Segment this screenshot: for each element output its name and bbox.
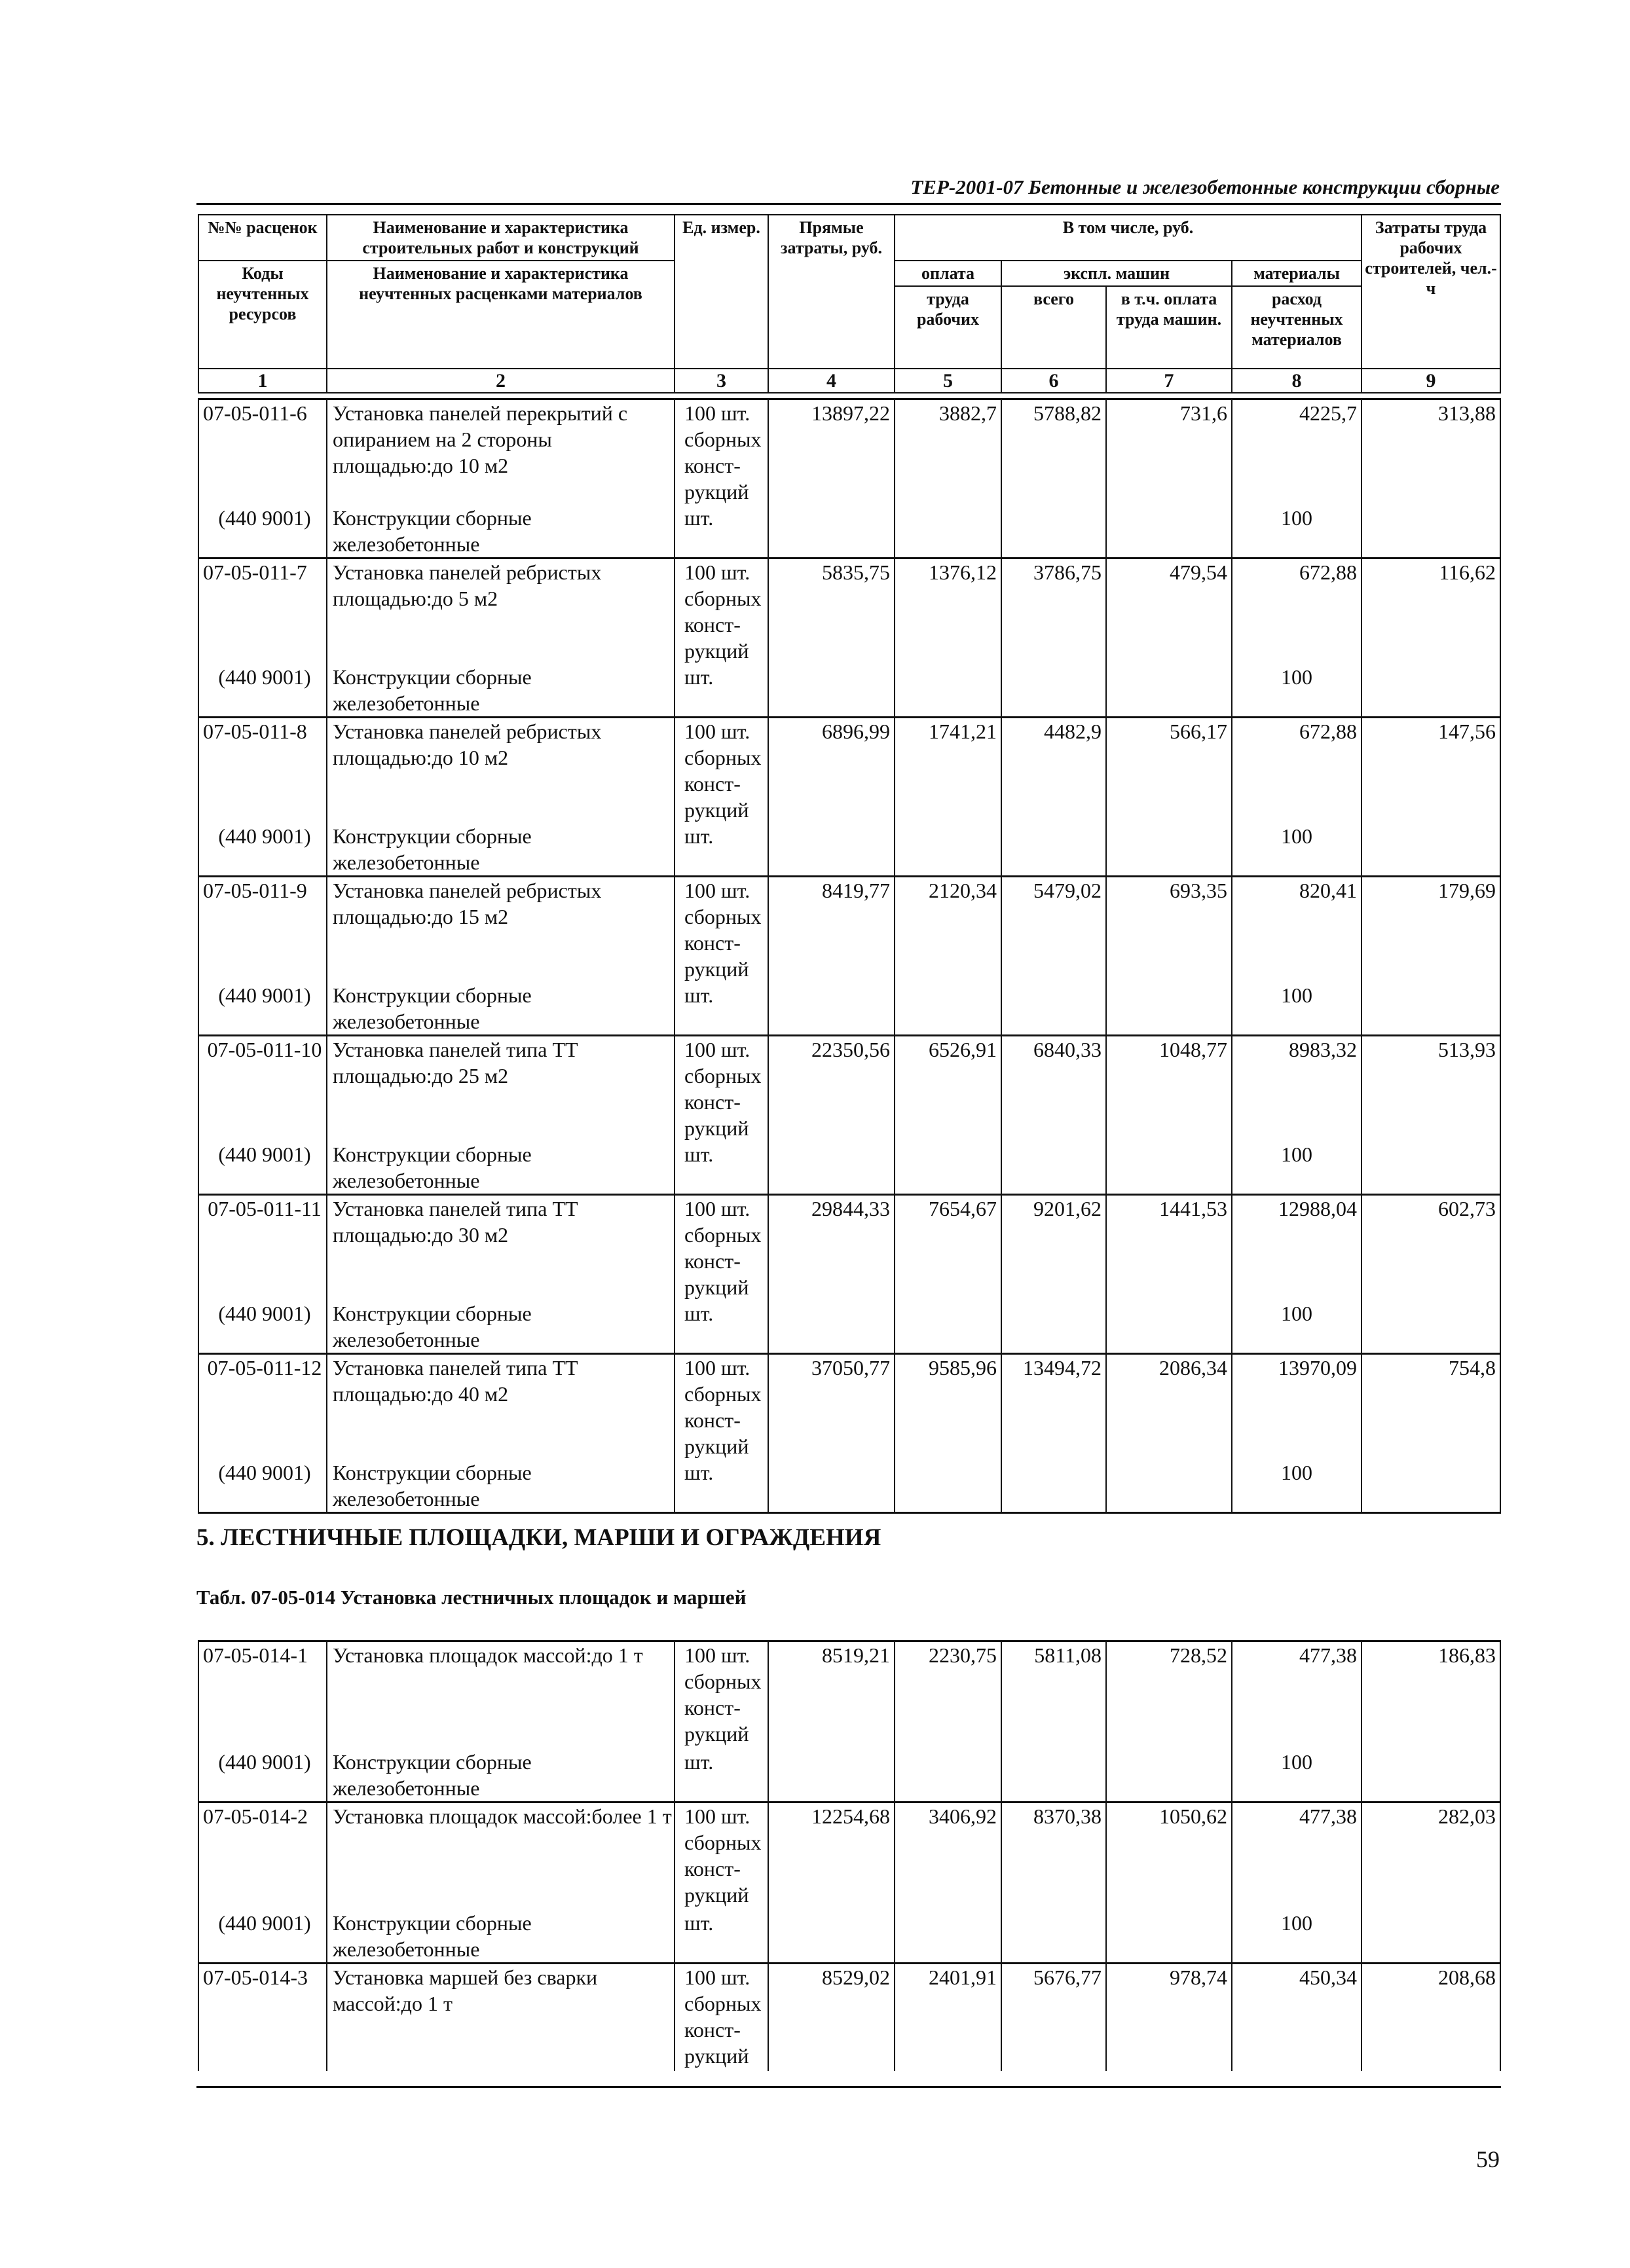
empty-cell <box>768 664 895 718</box>
header-col3: Ед. измер. <box>675 215 768 369</box>
rate-code: 07-05-011-9 <box>198 877 327 983</box>
direct-costs: 29844,33 <box>768 1195 895 1301</box>
resource-code: (440 9001) <box>198 664 327 718</box>
wages-cost: 3882,7 <box>895 399 1001 505</box>
empty-cell <box>895 1749 1001 1802</box>
resource-unit: шт. <box>675 664 768 718</box>
machines-cost: 13494,72 <box>1001 1354 1106 1460</box>
wages-cost: 9585,96 <box>895 1354 1001 1460</box>
empty-cell <box>1001 505 1106 558</box>
resource-name: Конструкции сборные железобетонные <box>327 1141 675 1195</box>
work-name: Установка панелей ребристых площадью:до 10 м2 <box>327 718 675 824</box>
work-name: Установка панелей типа ТТ площадью:до 30 м2 <box>327 1195 675 1301</box>
empty-cell <box>1106 1300 1232 1354</box>
empty-cell <box>1001 823 1106 877</box>
materials-cost: 477,38 <box>1232 1641 1361 1749</box>
header-table <box>198 214 1501 393</box>
empty-cell <box>1106 1749 1232 1802</box>
work-name: Установка панелей типа ТТ площадью:до 25 м2 <box>327 1036 675 1142</box>
rate-row <box>198 1195 1500 1301</box>
header-materials-sub: расход неучтенных материалов <box>1232 286 1361 369</box>
resource-name: Конструкции сборные железобетонные <box>327 1910 675 1964</box>
resource-quantity: 100 <box>1232 1300 1361 1354</box>
resource-code: (440 9001) <box>198 1141 327 1195</box>
empty-cell <box>1001 1141 1106 1195</box>
machines-cost: 3786,75 <box>1001 558 1106 665</box>
work-name: Установка маршей без сварки массой:до 1 т <box>327 1964 675 2071</box>
stairs-rates-table <box>198 1640 1501 2071</box>
column-number: 4 <box>768 369 895 393</box>
empty-cell <box>768 982 895 1036</box>
empty-cell <box>1001 1300 1106 1354</box>
rate-code: 07-05-011-12 <box>198 1354 327 1460</box>
empty-cell <box>1361 505 1500 558</box>
resource-quantity: 100 <box>1232 823 1361 877</box>
resource-unit: шт. <box>675 1749 768 1802</box>
resource-name: Конструкции сборные железобетонные <box>327 505 675 558</box>
header-col1-bottom: Коды неучтенных ресурсов <box>198 261 327 369</box>
machines-cost: 9201,62 <box>1001 1195 1106 1301</box>
resource-unit: шт. <box>675 1141 768 1195</box>
machine-operator-wages: 978,74 <box>1106 1964 1232 2071</box>
empty-cell <box>895 505 1001 558</box>
direct-costs: 8419,77 <box>768 877 895 983</box>
unit-of-measure: 100 шт. сборных конст-рукций <box>675 1802 768 1910</box>
materials-cost: 13970,09 <box>1232 1354 1361 1460</box>
rate-row <box>198 1802 1500 1910</box>
materials-cost: 450,34 <box>1232 1964 1361 2071</box>
machines-cost: 4482,9 <box>1001 718 1106 824</box>
empty-cell <box>1361 664 1500 718</box>
work-name: Установка панелей перекрытий с опиранием на 2 стороны площадью:до 10 м2 <box>327 399 675 505</box>
resource-quantity: 100 <box>1232 1141 1361 1195</box>
unit-of-measure: 100 шт. сборных конст-рукций <box>675 1354 768 1460</box>
resource-code: (440 9001) <box>198 1459 327 1513</box>
labor-costs: 313,88 <box>1361 399 1500 505</box>
empty-cell <box>1361 982 1500 1036</box>
resource-row <box>198 1141 1500 1195</box>
rate-row <box>198 1354 1500 1460</box>
labor-costs: 282,03 <box>1361 1802 1500 1910</box>
empty-cell <box>1106 982 1232 1036</box>
column-number: 8 <box>1232 369 1361 393</box>
resource-name: Конструкции сборные железобетонные <box>327 1300 675 1354</box>
rate-row <box>198 1036 1500 1142</box>
unit-of-measure: 100 шт. сборных конст-рукций <box>675 718 768 824</box>
column-number: 3 <box>675 369 768 393</box>
header-materials: материалы <box>1232 261 1361 286</box>
empty-cell <box>1106 823 1232 877</box>
resource-unit: шт. <box>675 1910 768 1964</box>
direct-costs: 6896,99 <box>768 718 895 824</box>
resource-quantity: 100 <box>1232 1749 1361 1802</box>
work-name: Установка площадок массой:до 1 т <box>327 1641 675 1749</box>
resource-row <box>198 823 1500 877</box>
materials-cost: 672,88 <box>1232 718 1361 824</box>
unit-of-measure: 100 шт. сборных конст-рукций <box>675 558 768 665</box>
header-col1-top: №№ расценок <box>198 215 327 261</box>
wages-cost: 2401,91 <box>895 1964 1001 2071</box>
unit-of-measure: 100 шт. сборных конст-рукций <box>675 1036 768 1142</box>
empty-cell <box>895 1910 1001 1964</box>
machine-operator-wages: 1048,77 <box>1106 1036 1232 1142</box>
empty-cell <box>1001 1459 1106 1513</box>
labor-costs: 754,8 <box>1361 1354 1500 1460</box>
materials-cost: 4225,7 <box>1232 399 1361 505</box>
unit-of-measure: 100 шт. сборных конст-рукций <box>675 1195 768 1301</box>
wages-cost: 6526,91 <box>895 1036 1001 1142</box>
machines-cost: 5479,02 <box>1001 877 1106 983</box>
machine-operator-wages: 1050,62 <box>1106 1802 1232 1910</box>
wages-cost: 1741,21 <box>895 718 1001 824</box>
rates-table <box>198 398 1501 1514</box>
resource-row <box>198 982 1500 1036</box>
table-caption: Табл. 07-05-014 Установка лестничных площадок и маршей <box>196 1586 747 1609</box>
empty-cell <box>895 1300 1001 1354</box>
empty-cell <box>895 1459 1001 1513</box>
direct-costs: 5835,75 <box>768 558 895 665</box>
resource-code: (440 9001) <box>198 505 327 558</box>
machines-cost: 5676,77 <box>1001 1964 1106 2071</box>
unit-of-measure: 100 шт. сборных конст-рукций <box>675 1964 768 2071</box>
machine-operator-wages: 1441,53 <box>1106 1195 1232 1301</box>
materials-cost: 477,38 <box>1232 1802 1361 1910</box>
machines-cost: 5811,08 <box>1001 1641 1106 1749</box>
empty-cell <box>1106 1459 1232 1513</box>
empty-cell <box>1361 1141 1500 1195</box>
empty-cell <box>1106 505 1232 558</box>
rate-code: 07-05-014-1 <box>198 1641 327 1749</box>
title-rule <box>196 203 1501 205</box>
unit-of-measure: 100 шт. сборных конст-рукций <box>675 1641 768 1749</box>
resource-name: Конструкции сборные железобетонные <box>327 823 675 877</box>
empty-cell <box>1361 823 1500 877</box>
machines-cost: 6840,33 <box>1001 1036 1106 1142</box>
direct-costs: 8529,02 <box>768 1964 895 2071</box>
resource-unit: шт. <box>675 823 768 877</box>
labor-costs: 186,83 <box>1361 1641 1500 1749</box>
header-machines-wages: в т.ч. оплата труда машин. <box>1106 286 1232 369</box>
empty-cell <box>768 1300 895 1354</box>
empty-cell <box>1001 1910 1106 1964</box>
resource-row <box>198 1300 1500 1354</box>
rate-code: 07-05-011-8 <box>198 718 327 824</box>
empty-cell <box>1361 1459 1500 1513</box>
empty-cell <box>768 1749 895 1802</box>
labor-costs: 147,56 <box>1361 718 1500 824</box>
resource-code: (440 9001) <box>198 1749 327 1802</box>
labor-costs: 602,73 <box>1361 1195 1500 1301</box>
rate-row <box>198 558 1500 665</box>
machine-operator-wages: 2086,34 <box>1106 1354 1232 1460</box>
empty-cell <box>1361 1910 1500 1964</box>
column-number: 6 <box>1001 369 1106 393</box>
work-name: Установка площадок массой:более 1 т <box>327 1802 675 1910</box>
resource-name: Конструкции сборные железобетонные <box>327 1459 675 1513</box>
header-machines: экспл. машин <box>1001 261 1232 286</box>
direct-costs: 12254,68 <box>768 1802 895 1910</box>
column-number: 5 <box>895 369 1001 393</box>
materials-cost: 672,88 <box>1232 558 1361 665</box>
machine-operator-wages: 693,35 <box>1106 877 1232 983</box>
empty-cell <box>1001 982 1106 1036</box>
direct-costs: 22350,56 <box>768 1036 895 1142</box>
resource-code: (440 9001) <box>198 982 327 1036</box>
empty-cell <box>768 1910 895 1964</box>
materials-cost: 820,41 <box>1232 877 1361 983</box>
resource-row <box>198 1910 1500 1964</box>
empty-cell <box>1106 1910 1232 1964</box>
work-name: Установка панелей ребристых площадью:до 15 м2 <box>327 877 675 983</box>
machine-operator-wages: 566,17 <box>1106 718 1232 824</box>
rate-row <box>198 718 1500 824</box>
rate-row <box>198 877 1500 983</box>
header-col9: Затраты труда рабочих строителей, чел.-ч <box>1361 215 1500 369</box>
resource-quantity: 100 <box>1232 982 1361 1036</box>
resource-quantity: 100 <box>1232 1459 1361 1513</box>
machines-cost: 8370,38 <box>1001 1802 1106 1910</box>
column-number: 2 <box>327 369 675 393</box>
rate-row <box>198 1964 1500 2071</box>
empty-cell <box>1001 1749 1106 1802</box>
bottom-rule <box>196 2086 1501 2088</box>
empty-cell <box>768 1141 895 1195</box>
empty-cell <box>768 1459 895 1513</box>
section-heading: 5. ЛЕСТНИЧНЫЕ ПЛОЩАДКИ, МАРШИ И ОГРАЖДЕНИЯ <box>196 1524 881 1551</box>
resource-row <box>198 664 1500 718</box>
rate-row <box>198 1641 1500 1749</box>
labor-costs: 116,62 <box>1361 558 1500 665</box>
wages-cost: 2120,34 <box>895 877 1001 983</box>
resource-unit: шт. <box>675 505 768 558</box>
resource-quantity: 100 <box>1232 505 1361 558</box>
rate-code: 07-05-014-2 <box>198 1802 327 1910</box>
empty-cell <box>1106 1141 1232 1195</box>
column-number: 1 <box>198 369 327 393</box>
rate-code: 07-05-014-3 <box>198 1964 327 2071</box>
resource-code: (440 9001) <box>198 1300 327 1354</box>
header-wages: оплата <box>895 261 1001 286</box>
labor-costs: 513,93 <box>1361 1036 1500 1142</box>
resource-row <box>198 1749 1500 1802</box>
wages-cost: 2230,75 <box>895 1641 1001 1749</box>
empty-cell <box>768 505 895 558</box>
resource-name: Конструкции сборные железобетонные <box>327 664 675 718</box>
rate-row <box>198 399 1500 505</box>
unit-of-measure: 100 шт. сборных конст-рукций <box>675 399 768 505</box>
empty-cell <box>1106 664 1232 718</box>
materials-cost: 8983,32 <box>1232 1036 1361 1142</box>
empty-cell <box>1001 664 1106 718</box>
rate-code: 07-05-011-6 <box>198 399 327 505</box>
empty-cell <box>1361 1300 1500 1354</box>
labor-costs: 208,68 <box>1361 1964 1500 2071</box>
machine-operator-wages: 731,6 <box>1106 399 1232 505</box>
resource-name: Конструкции сборные железобетонные <box>327 982 675 1036</box>
direct-costs: 37050,77 <box>768 1354 895 1460</box>
empty-cell <box>895 664 1001 718</box>
header-group: В том числе, руб. <box>895 215 1361 261</box>
column-number: 9 <box>1361 369 1500 393</box>
wages-cost: 3406,92 <box>895 1802 1001 1910</box>
resource-quantity: 100 <box>1232 664 1361 718</box>
running-title: ТЕР-2001-07 Бетонные и железобетонные конструкции сборные <box>910 175 1500 198</box>
header-col4: Прямые затраты, руб. <box>768 215 895 369</box>
direct-costs: 13897,22 <box>768 399 895 505</box>
rate-code: 07-05-011-7 <box>198 558 327 665</box>
empty-cell <box>1361 1749 1500 1802</box>
labor-costs: 179,69 <box>1361 877 1500 983</box>
unit-of-measure: 100 шт. сборных конст-рукций <box>675 877 768 983</box>
machines-cost: 5788,82 <box>1001 399 1106 505</box>
resource-unit: шт. <box>675 1459 768 1513</box>
resource-unit: шт. <box>675 1300 768 1354</box>
machine-operator-wages: 728,52 <box>1106 1641 1232 1749</box>
rate-code: 07-05-011-10 <box>198 1036 327 1142</box>
work-name: Установка панелей ребристых площадью:до 5 м2 <box>327 558 675 665</box>
resource-unit: шт. <box>675 982 768 1036</box>
resource-code: (440 9001) <box>198 823 327 877</box>
header-machines-total: всего <box>1001 286 1106 369</box>
empty-cell <box>768 823 895 877</box>
empty-cell <box>895 1141 1001 1195</box>
machine-operator-wages: 479,54 <box>1106 558 1232 665</box>
resource-row <box>198 505 1500 558</box>
header-col2-top: Наименование и характеристика строительных работ и конструкций <box>327 215 675 261</box>
page-number: 59 <box>1476 2146 1500 2172</box>
empty-cell <box>895 982 1001 1036</box>
materials-cost: 12988,04 <box>1232 1195 1361 1301</box>
header-col2-bottom: Наименование и характеристика неучтенных расценками материалов <box>327 261 675 369</box>
direct-costs: 8519,21 <box>768 1641 895 1749</box>
header-wages-sub: труда рабочих <box>895 286 1001 369</box>
work-name: Установка панелей типа ТТ площадью:до 40 м2 <box>327 1354 675 1460</box>
wages-cost: 1376,12 <box>895 558 1001 665</box>
resource-row <box>198 1459 1500 1513</box>
resource-code: (440 9001) <box>198 1910 327 1964</box>
column-number: 7 <box>1106 369 1232 393</box>
resource-quantity: 100 <box>1232 1910 1361 1964</box>
resource-name: Конструкции сборные железобетонные <box>327 1749 675 1802</box>
rate-code: 07-05-011-11 <box>198 1195 327 1301</box>
wages-cost: 7654,67 <box>895 1195 1001 1301</box>
empty-cell <box>895 823 1001 877</box>
